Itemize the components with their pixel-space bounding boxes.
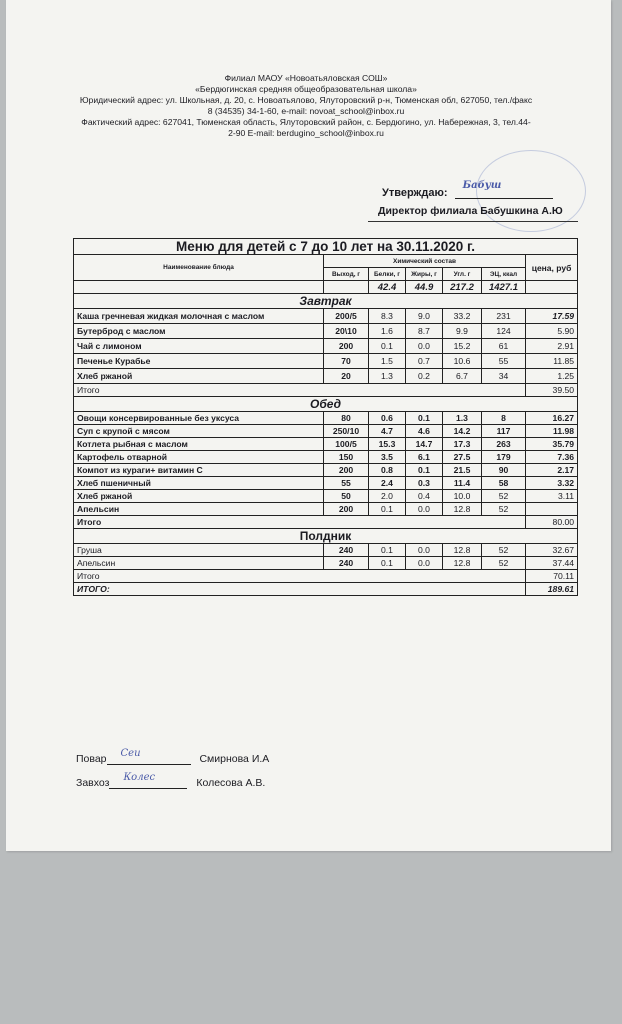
dish-yield: 200 (324, 339, 369, 354)
dish-name: Бутерброд с маслом (74, 324, 324, 339)
dish-price: 3.11 (526, 490, 578, 503)
dish-fat: 0.0 (406, 339, 443, 354)
dish-yield: 150 (324, 451, 369, 464)
approval-signature-line (455, 180, 553, 199)
dish-yield: 20\10 (324, 324, 369, 339)
dish-name: Каша гречневая жидкая молочная с маслом (74, 309, 324, 324)
dish-price: 11.85 (526, 354, 578, 369)
lunch-rows (74, 412, 578, 516)
dish-price: 7.36 (526, 451, 578, 464)
dish-fat: 0.1 (406, 412, 443, 425)
totals-row (74, 281, 578, 294)
dish-fat: 14.7 (406, 438, 443, 451)
total-energy: 1427.1 (482, 281, 526, 294)
dish-price: 2.91 (526, 339, 578, 354)
dish-fat: 0.3 (406, 477, 443, 490)
cook-signature: Сеи (120, 748, 141, 759)
cook-name: Смирнова И.А (199, 753, 270, 765)
dish-energy: 61 (482, 339, 526, 354)
dish-price: 2.17 (526, 464, 578, 477)
breakfast-rows (74, 309, 578, 384)
breakfast-total-price: 39.50 (526, 384, 578, 397)
dish-yield: 200/5 (324, 309, 369, 324)
dish-price: 32.67 (526, 544, 578, 557)
dish-carb: 33.2 (443, 309, 482, 324)
total-carb: 217.2 (443, 281, 482, 294)
dish-carb: 1.3 (443, 412, 482, 425)
header-line-1: Филиал МАОУ «Новоатьяловская СОШ» (224, 73, 388, 83)
dish-name: Хлеб пшеничный (74, 477, 324, 490)
dish-fat: 6.1 (406, 451, 443, 464)
dish-protein: 3.5 (369, 451, 406, 464)
table-row (74, 354, 578, 369)
dish-name: Апельсин (74, 557, 324, 570)
dish-carb: 11.4 (443, 477, 482, 490)
supply-name: Колесова А.В. (196, 777, 266, 789)
table-row (74, 477, 578, 490)
grand-total-price: 189.61 (526, 583, 578, 596)
dish-carb: 27.5 (443, 451, 482, 464)
dish-energy: 52 (482, 490, 526, 503)
dish-price: 16.27 (526, 412, 578, 425)
col-chem-header: Химический состав (324, 255, 526, 268)
dish-carb: 10.6 (443, 354, 482, 369)
dish-price: 17.59 (526, 309, 578, 324)
dish-price: 37.44 (526, 557, 578, 570)
director-name: Директор филиала Бабушкина А.Ю (378, 205, 563, 217)
menu-title: Меню для детей с 7 до 10 лет на 30.11.2020 г. (74, 239, 578, 255)
approval-label: Утверждаю: (382, 187, 448, 199)
dish-price: 1.25 (526, 369, 578, 384)
dish-energy: 52 (482, 544, 526, 557)
cook-signature-line (107, 748, 191, 765)
col-energy-header: ЭЦ, ккал (482, 268, 526, 281)
supply-signature-block (76, 772, 266, 789)
approval-block (382, 180, 553, 199)
dish-price (526, 503, 578, 516)
dish-yield: 20 (324, 369, 369, 384)
dish-protein: 1.5 (369, 354, 406, 369)
dish-name: Хлеб ржаной (74, 369, 324, 384)
dish-protein: 0.6 (369, 412, 406, 425)
table-row (74, 490, 578, 503)
dish-fat: 0.0 (406, 544, 443, 557)
dish-protein: 1.6 (369, 324, 406, 339)
table-row (74, 544, 578, 557)
section-snack-title: Полдник (74, 529, 578, 544)
section-breakfast-title: Завтрак (74, 294, 578, 309)
dish-energy: 179 (482, 451, 526, 464)
table-row (74, 503, 578, 516)
dish-fat: 0.7 (406, 354, 443, 369)
dish-protein: 0.1 (369, 557, 406, 570)
cook-signature-block (76, 748, 270, 765)
dish-protein: 0.1 (369, 503, 406, 516)
header-line-6: 2-90 E-mail: berdugino_school@inbox.ru (228, 128, 384, 138)
dish-price: 11.98 (526, 425, 578, 438)
dish-energy: 52 (482, 503, 526, 516)
dish-name: Суп с крупой с мясом (74, 425, 324, 438)
dish-price: 35.79 (526, 438, 578, 451)
dish-name: Картофель отварной (74, 451, 324, 464)
dish-energy: 58 (482, 477, 526, 490)
approval-signature: Бабуш (462, 180, 502, 191)
dish-name: Чай с лимоном (74, 339, 324, 354)
cook-label: Повар (76, 753, 107, 765)
dish-energy: 231 (482, 309, 526, 324)
dish-carb: 15.2 (443, 339, 482, 354)
dish-fat: 0.1 (406, 464, 443, 477)
dish-energy: 8 (482, 412, 526, 425)
dish-carb: 14.2 (443, 425, 482, 438)
dish-price: 3.32 (526, 477, 578, 490)
school-header (26, 73, 586, 139)
table-row (74, 464, 578, 477)
dish-carb: 12.8 (443, 557, 482, 570)
dish-energy: 263 (482, 438, 526, 451)
col-name-header: Наименование блюда (74, 255, 324, 281)
dish-fat: 0.0 (406, 503, 443, 516)
dish-carb: 12.8 (443, 503, 482, 516)
dish-yield: 70 (324, 354, 369, 369)
dish-energy: 55 (482, 354, 526, 369)
dish-yield: 200 (324, 464, 369, 477)
table-row (74, 451, 578, 464)
table-row (74, 369, 578, 384)
dish-name: Груша (74, 544, 324, 557)
total-protein: 42.4 (369, 281, 406, 294)
breakfast-total-label: Итого (74, 384, 526, 397)
dish-name: Котлета рыбная с маслом (74, 438, 324, 451)
dish-protein: 4.7 (369, 425, 406, 438)
dish-protein: 1.3 (369, 369, 406, 384)
header-line-5: Фактический адрес: 627041, Тюменская область, Ялуторовский район, с. Бердюгино, ул. Набережная, 3, тел.44- (81, 117, 531, 127)
grand-total-label: ИТОГО: (74, 583, 526, 596)
dish-protein: 2.0 (369, 490, 406, 503)
dish-yield: 55 (324, 477, 369, 490)
table-row (74, 425, 578, 438)
dish-energy: 117 (482, 425, 526, 438)
col-carb-header: Угл. г (443, 268, 482, 281)
table-row (74, 438, 578, 451)
snack-rows (74, 544, 578, 570)
snack-total-label: Итого (74, 570, 526, 583)
dish-fat: 9.0 (406, 309, 443, 324)
dish-protein: 15.3 (369, 438, 406, 451)
dish-energy: 52 (482, 557, 526, 570)
dish-carb: 21.5 (443, 464, 482, 477)
menu-table (73, 238, 578, 596)
header-line-2: «Бердюгинская средняя общеобразовательная школа» (195, 84, 417, 94)
dish-yield: 100/5 (324, 438, 369, 451)
dish-fat: 0.2 (406, 369, 443, 384)
document-sheet (6, 0, 611, 851)
section-lunch-title: Обед (74, 397, 578, 412)
dish-yield: 240 (324, 544, 369, 557)
dish-carb: 10.0 (443, 490, 482, 503)
dish-yield: 200 (324, 503, 369, 516)
col-fat-header: Жиры, г (406, 268, 443, 281)
supply-signature: Колес (123, 772, 156, 783)
header-line-3: Юридический адрес: ул. Школьная, д. 20, с. Новоатьялово, Ялуторовский р-н, Тюменская обл, 627050, тел./факс (79, 95, 533, 105)
dish-name: Овощи консервированные без уксуса (74, 412, 324, 425)
dish-carb: 9.9 (443, 324, 482, 339)
dish-fat: 8.7 (406, 324, 443, 339)
col-yield-header: Выход, г (324, 268, 369, 281)
dish-name: Хлеб ржаной (74, 490, 324, 503)
dish-price: 5.90 (526, 324, 578, 339)
table-row (74, 339, 578, 354)
dish-carb: 12.8 (443, 544, 482, 557)
dish-protein: 0.8 (369, 464, 406, 477)
dish-protein: 0.1 (369, 544, 406, 557)
dish-fat: 4.6 (406, 425, 443, 438)
supply-signature-line (109, 772, 187, 789)
lunch-total-label: Итого (74, 516, 526, 529)
snack-total-price: 70.11 (526, 570, 578, 583)
dish-energy: 34 (482, 369, 526, 384)
dish-protein: 0.1 (369, 339, 406, 354)
dish-energy: 90 (482, 464, 526, 477)
dish-yield: 250/10 (324, 425, 369, 438)
dish-name: Печенье Курабье (74, 354, 324, 369)
supply-label: Завхоз (76, 777, 110, 789)
table-row (74, 309, 578, 324)
table-row (74, 412, 578, 425)
dish-yield: 50 (324, 490, 369, 503)
col-price-header: цена, руб (526, 255, 578, 281)
dish-fat: 0.0 (406, 557, 443, 570)
table-row (74, 324, 578, 339)
dish-protein: 8.3 (369, 309, 406, 324)
col-protein-header: Белки, г (369, 268, 406, 281)
dish-name: Компот из кураги+ витамин С (74, 464, 324, 477)
dish-name: Апельсин (74, 503, 324, 516)
lunch-total-price: 80.00 (526, 516, 578, 529)
director-underline (368, 221, 578, 222)
dish-energy: 124 (482, 324, 526, 339)
dish-yield: 80 (324, 412, 369, 425)
dish-carb: 17.3 (443, 438, 482, 451)
dish-yield: 240 (324, 557, 369, 570)
total-fat: 44.9 (406, 281, 443, 294)
header-line-4: 8 (34535) 34-1-60, e-mail: novoat_school@inbox.ru (207, 106, 405, 116)
dish-protein: 2.4 (369, 477, 406, 490)
table-row (74, 557, 578, 570)
dish-fat: 0.4 (406, 490, 443, 503)
dish-carb: 6.7 (443, 369, 482, 384)
